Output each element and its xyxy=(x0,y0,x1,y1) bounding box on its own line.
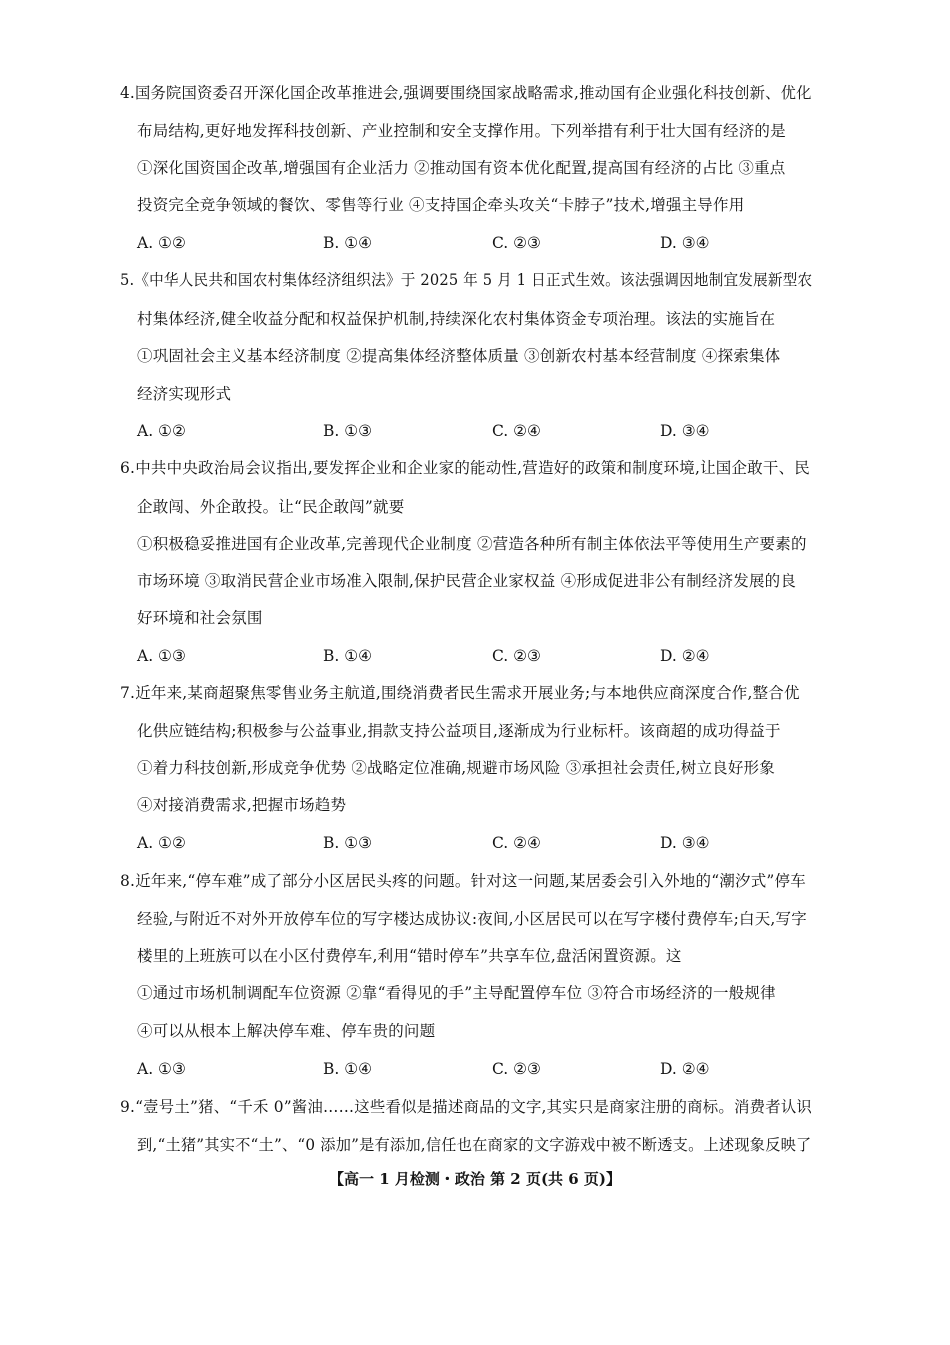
question-line: ①巩固社会主义基本经济制度 ②提高集体经济整体质量 ③创新农村基本经营制度 ④探索集体 xyxy=(137,347,781,365)
answer-option-d: D. ③④ xyxy=(660,834,710,852)
question-line: ④对接消费需求,把握市场趋势 xyxy=(137,796,347,814)
answer-option-c: C. ②④ xyxy=(492,834,541,852)
question-stem: 8.近年来,“停车难”成了部分小区居民头疼的问题。针对这一问题,某居委会引入外地的“潮汐式”停车 xyxy=(120,872,806,890)
answer-option-c: C. ②③ xyxy=(492,1060,541,1078)
question-line: ①着力科技创新,形成竞争优势 ②战略定位准确,规避市场风险 ③承担社会责任,树立良好形象 xyxy=(137,759,775,777)
answer-option-a: A. ①② xyxy=(137,422,186,440)
answer-option-b: B. ①③ xyxy=(323,834,373,852)
question-line: 经验,与附近不对外开放停车位的写字楼达成协议:夜间,小区居民可以在写字楼付费停车;白天,写字 xyxy=(137,910,807,928)
answer-option-d: D. ③④ xyxy=(660,234,710,252)
answer-option-b: B. ①④ xyxy=(323,1060,373,1078)
question-line: 经济实现形式 xyxy=(137,385,232,403)
answer-option-a: A. ①② xyxy=(137,234,186,252)
question-line: 市场环境 ③取消民营企业市场准入限制,保护民营企业家权益 ④形成促进非公有制经济发展的良 xyxy=(137,572,797,590)
question-line: 布局结构,更好地发挥科技创新、产业控制和安全支撑作用。下列举措有利于壮大国有经济的是 xyxy=(137,122,786,140)
question-line: 企敢闯、外企敢投。让“民企敢闯”就要 xyxy=(137,498,405,516)
question-line: 好环境和社会氛围 xyxy=(137,609,263,627)
question-stem: 7.近年来,某商超聚焦零售业务主航道,围绕消费者民生需求开展业务;与本地供应商深度合作,整合优 xyxy=(120,684,800,702)
answer-option-d: D. ②④ xyxy=(660,1060,710,1078)
question-stem: 4.国务院国资委召开深化国企改革推进会,强调要围绕国家战略需求,推动国有企业强化科技创新、优化 xyxy=(120,84,812,102)
answer-option-c: C. ②③ xyxy=(492,234,541,252)
question-line: ④可以从根本上解决停车难、停车贵的问题 xyxy=(137,1022,436,1040)
question-line: 村集体经济,健全收益分配和权益保护机制,持续深化农村集体资金专项治理。该法的实施旨在 xyxy=(137,310,776,328)
question-line: ①积极稳妥推进国有企业改革,完善现代企业制度 ②营造各种所有制主体依法平等使用生产要素的 xyxy=(137,535,807,553)
question-line: 投资完全竞争领域的餐饮、零售等行业 ④支持国企牵头攻关“卡脖子”技术,增强主导作用 xyxy=(137,196,745,214)
answer-option-a: A. ①② xyxy=(137,834,186,852)
question-line: 楼里的上班族可以在小区付费停车,利用“错时停车”共享车位,盘活闲置资源。这 xyxy=(137,947,682,965)
question-stem: 5.《中华人民共和国农村集体经济组织法》于 2025 年 5 月 1 日正式生效。该法强调因地制宜发展新型农 xyxy=(120,271,813,289)
page-footer: 【高一 1 月检测・政治 第 2 页(共 6 页)】 xyxy=(328,1170,622,1188)
question-stem: 6.中共中央政治局会议指出,要发挥企业和企业家的能动性,营造好的政策和制度环境,让国企敢干、民 xyxy=(120,459,810,477)
question-stem: 9.“壹号土”猪、“千禾 0”酱油……这些看似是描述商品的文字,其实只是商家注册的商标。消费者认识 xyxy=(120,1098,813,1116)
answer-option-a: A. ①③ xyxy=(137,1060,186,1078)
answer-option-d: D. ②④ xyxy=(660,647,710,665)
question-line: ①通过市场机制调配车位资源 ②靠“看得见的手”主导配置停车位 ③符合市场经济的一般规律 xyxy=(137,984,776,1002)
question-line: 化供应链结构;积极参与公益事业,捐款支持公益项目,逐渐成为行业标杆。该商超的成功得益于 xyxy=(137,722,781,740)
question-line: ①深化国资国企改革,增强国有企业活力 ②推动国有资本优化配置,提高国有经济的占比 ③重点 xyxy=(137,159,786,177)
answer-option-b: B. ①③ xyxy=(323,422,373,440)
question-line: 到,“土猪”其实不“土”、“0 添加”是有添加,信任也在商家的文字游戏中被不断透支。上述现象反映了 xyxy=(137,1136,812,1154)
answer-option-a: A. ①③ xyxy=(137,647,186,665)
answer-option-b: B. ①④ xyxy=(323,647,373,665)
answer-option-c: C. ②④ xyxy=(492,422,541,440)
answer-option-d: D. ③④ xyxy=(660,422,710,440)
answer-option-c: C. ②③ xyxy=(492,647,541,665)
answer-option-b: B. ①④ xyxy=(323,234,373,252)
